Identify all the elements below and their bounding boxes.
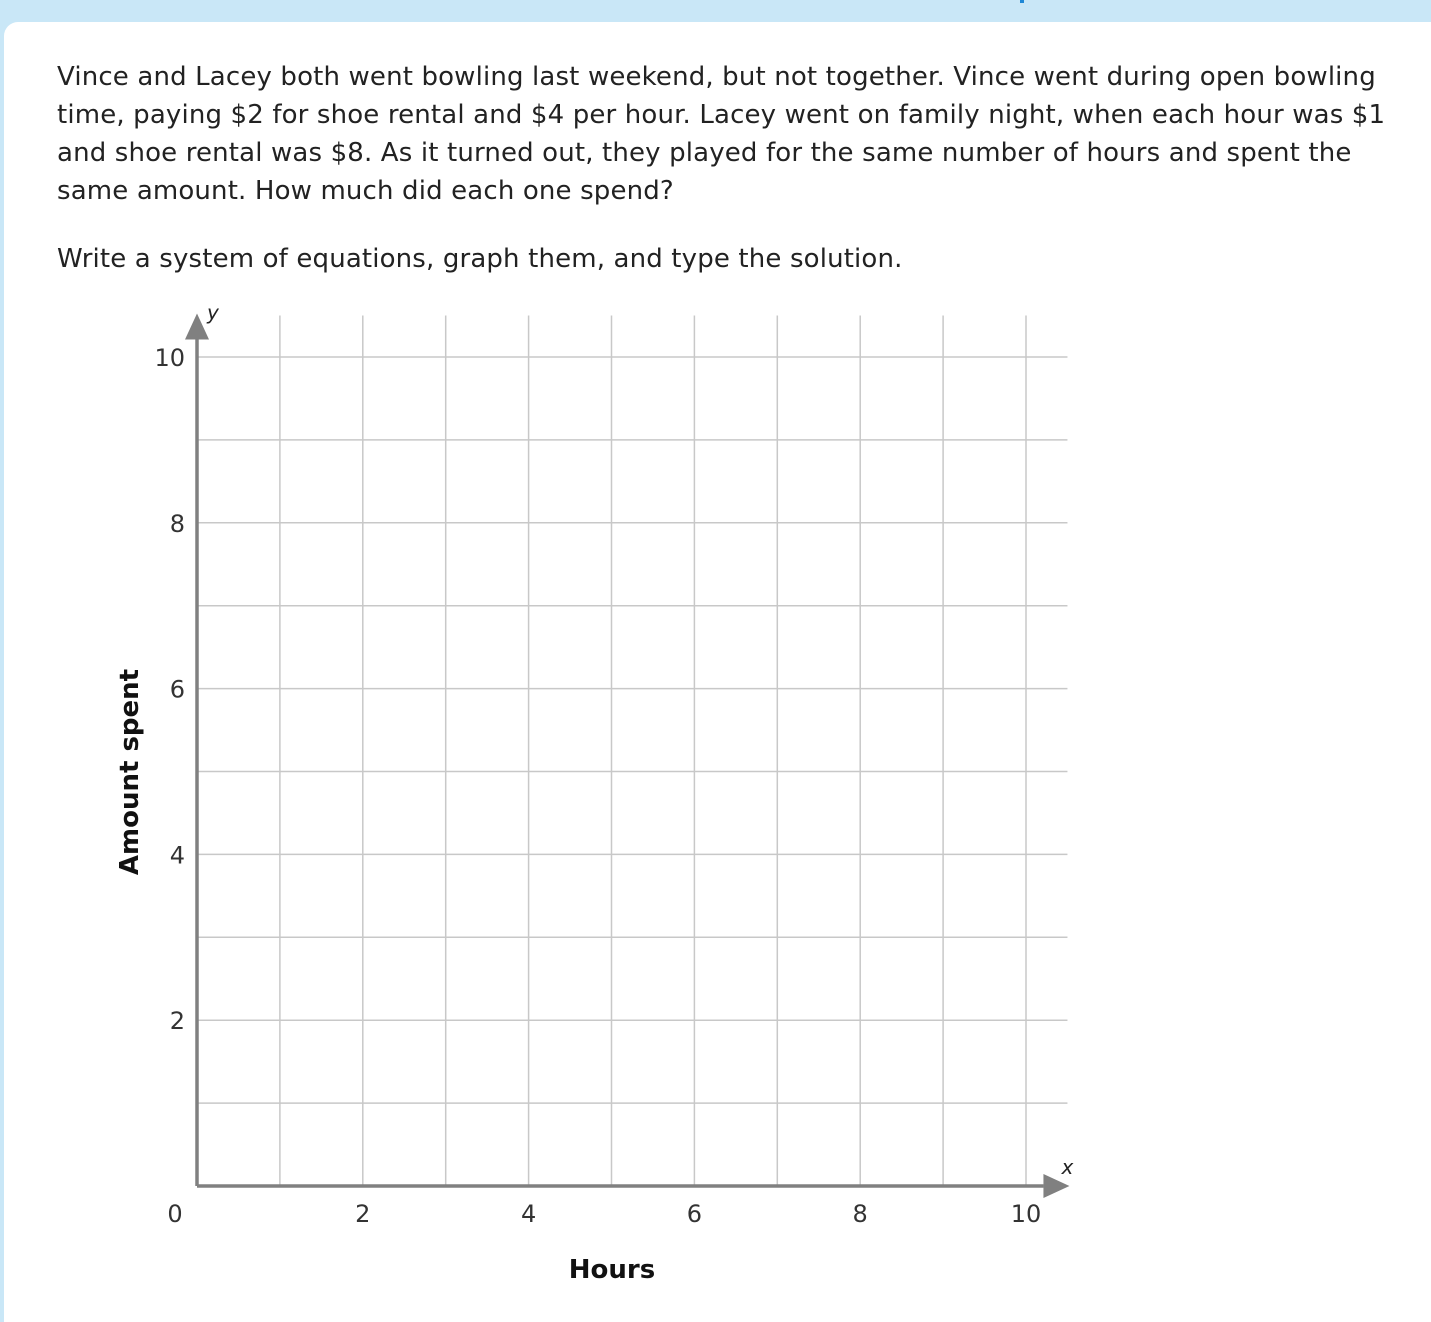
- problem-instruction: Write a system of equations, graph them, and type the solution.: [57, 244, 903, 274]
- axes: [185, 314, 1069, 1198]
- x-tick-labels: [167, 1200, 1041, 1228]
- grid-lines: [197, 316, 1067, 1186]
- y-axis-title: Amount spent: [115, 668, 145, 876]
- y-axis-variable: y: [207, 300, 219, 325]
- x-tick-label: 8: [852, 1200, 868, 1228]
- y-tick-label: 8: [169, 509, 185, 538]
- x-axis-title: Hours: [568, 1255, 656, 1285]
- y-tick-label: 2: [169, 1007, 185, 1036]
- x-tick-label: 2: [355, 1200, 371, 1228]
- x-tick-label: 4: [520, 1200, 537, 1228]
- y-tick-label: 6: [169, 675, 185, 704]
- problem-statement: Vince and Lacey both went bowling last weekend, but not together. Vince went during open bowling time, paying $2 for shoe rental and $4 per hour. Lacey went on family night, when each hour was $1 and shoe rental was $8. As it turned out, they played for the same number of hours and spent the same amount. How much did each one spend?: [57, 62, 1386, 206]
- y-tick-label: 10: [154, 344, 185, 372]
- x-axis-variable: x: [1061, 1155, 1074, 1179]
- y-axis-arrow-icon: [185, 314, 209, 340]
- x-tick-label: 6: [686, 1200, 703, 1228]
- x-tick-label: 10: [1010, 1200, 1042, 1228]
- y-tick-label: 4: [169, 841, 185, 870]
- x-tick-label: 0: [167, 1200, 183, 1228]
- y-tick-labels: [154, 344, 185, 1035]
